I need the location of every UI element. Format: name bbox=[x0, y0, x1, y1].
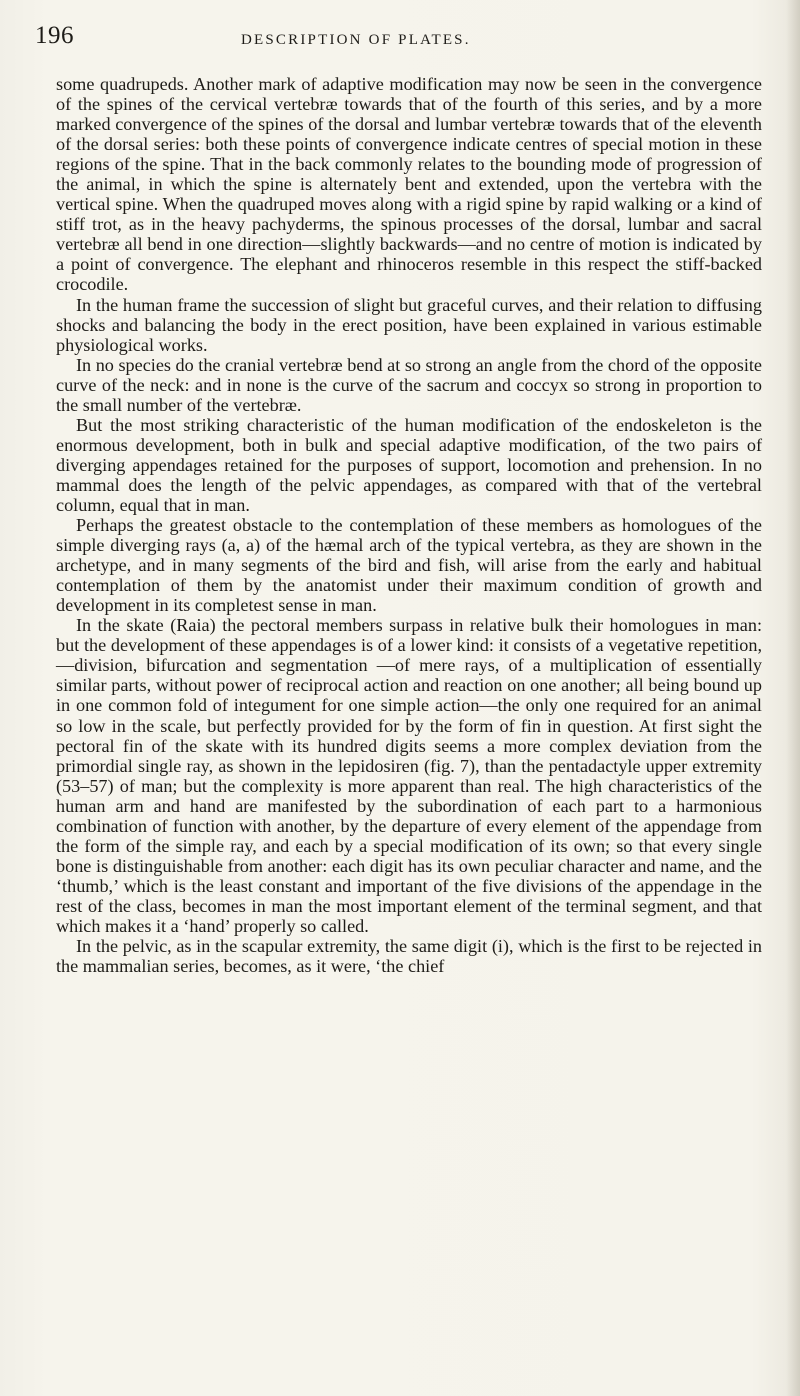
paragraph: But the most striking characteristic of the human modification of the endoskeleton is the enormous development, both in bulk and special adaptive modification, of the two pairs of diverging appendages retained for the purposes of support, locomotion and prehension. In no mammal does the length of the pelvic appendages, as compared with that of the vertebral column, equal that in man. bbox=[56, 414, 762, 515]
page-header bbox=[35, 22, 750, 52]
paragraph: In the human frame the succession of slight but graceful curves, and their relation to diffusing shocks and balancing the body in the erect position, have been explained in various estimable physiological works. bbox=[56, 294, 762, 355]
paragraph: In no species do the cranial vertebræ bend at so strong an angle from the chord of the opposite curve of the neck: and in none is the curve of the sacrum and coccyx so strong in proportion to the small number of the vertebræ. bbox=[56, 354, 762, 415]
page-edge-shadow bbox=[786, 0, 800, 1396]
page-number: 196 bbox=[35, 22, 74, 49]
paragraph: In the skate (Raia) the pectoral members surpass in relative bulk their homologues in man: but the development of these appendages is of a lower kind: it consists of a vegetative repetition,—division, bifurcation and segmentation —of mere rays, of a multiplication of essentially similar parts, without power of reciprocal action and reaction on one another; all being bound up in one common fold of integument for one simple action—the only one required for an animal so low in the scale, but perfectly provided for by the form of fin in question. At first sight the pectoral fin of the skate with its hundred digits seems a more complex deviation from the primordial single ray, as shown in the lepidosiren (fig. 7), than the pentadactyle upper extremity (53–57) of man; but the complexity is more apparent than real. The high characteristics of the human arm and hand are manifested by the subordination of each part to a harmonious combination of function with another, by the departure of every element of the appendage from the form of the simple ray, and each by a special modification of its own; so that every single bone is distinguishable from another: each digit has its own peculiar character and name, and the ‘thumb,’ which is the least constant and important of the five divisions of the appendage in the rest of the class, becomes in man the most important element of the terminal segment, and that which makes it a ‘hand’ properly so called. bbox=[56, 615, 762, 936]
paragraph-continuation: some quadrupeds. Another mark of adaptive modification may now be seen in the convergence of the spines of the cervical vertebræ towards that of the fourth of this series, and by a more marked convergence of the spines of the dorsal and lumbar vertebræ towards that of the eleventh of the dorsal series: both these points of convergence indicate centres of special motion in these regions of the spine. That in the back commonly relates to the bounding mode of progression of the animal, in which the spine is alternately bent and extended, upon the vertebra with the vertical spine. When the quadruped moves along with a rigid spine by rapid walking or a kind of stiff trot, as in the heavy pachyderms, the spinous processes of the dorsal, lumbar and sacral vertebræ all bend in one direction—slightly backwards—and no centre of motion is indicated by a point of convergence. The elephant and rhinoceros resemble in this respect the stiff-backed crocodile. bbox=[56, 74, 762, 295]
paragraph-truncated: In the pelvic, as in the scapular extremity, the same digit (i), which is the first to be rejected in the mammalian series, becomes, as it were, ‘the chief bbox=[56, 936, 762, 977]
paragraph: Perhaps the greatest obstacle to the contemplation of these members as homologues of the simple diverging rays (a, a) of the hæmal arch of the typical vertebra, as they are shown in the archetype, and in many segments of the bird and fish, will arise from the early and habitual contemplation of them by the anatomist under their maximum condition of growth and development in its completest sense in man. bbox=[56, 515, 762, 616]
body-text bbox=[56, 74, 762, 976]
running-head: DESCRIPTION OF PLATES. bbox=[241, 32, 471, 48]
